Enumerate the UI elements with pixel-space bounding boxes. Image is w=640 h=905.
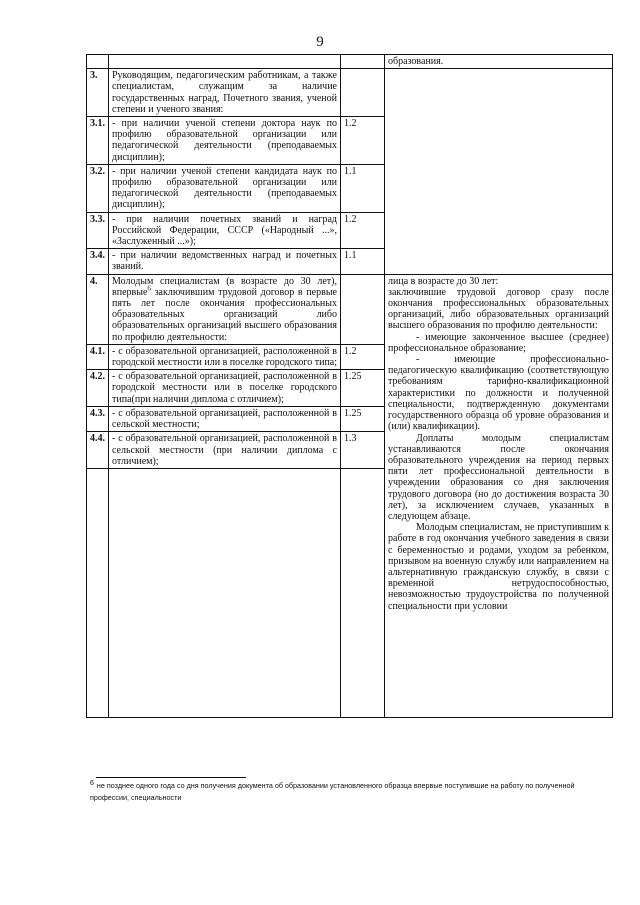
row-text: - при наличии ведомственных наград и почетных званий. [109,249,341,274]
row-number: 3.2. [87,164,109,212]
row-text: - с образовательной организацией, расположенной в городской местности или в поселке городского типа; [109,344,341,369]
footnote-ref: 6 [147,284,151,293]
row-text: Руководящим, педагогическим работникам, а также специалистам, служащим за наличие государственных наград, Почетного звания, ученой степени и ученого звания: [109,69,341,117]
row-coefficient: 1.1 [341,164,385,212]
row-coefficient: 1.25 [341,370,385,407]
row-number: 3.1. [87,117,109,165]
footnote-text: не позднее одного года со дня получения документа об образовании установленного образца впервые поступившие на работу по полученной профессии, специальности [90,781,575,802]
table-row [87,274,613,344]
row-coefficient: 1.1 [341,249,385,274]
table-row [87,69,613,117]
row-text: - при наличии ученой степени кандидата наук по профилю образовательной организации или педагогической деятельности (преподаваемых дисциплин); [109,164,341,212]
row-coefficient: 1.25 [341,406,385,431]
row-number: 4. [87,274,109,344]
footnote [90,780,610,803]
row-text: - с образовательной организацией, расположенной в сельской местности (при наличии диплома с отличием); [109,432,341,469]
row-number: 3.4. [87,249,109,274]
row-coefficient [341,69,385,117]
row-number: 4.1. [87,344,109,369]
condition-cell-top: образования. [385,55,613,69]
row-text: - при наличии ученой степени доктора наук по профилю образовательной организации или педагогической деятельности (преподаваемых дисциплин); [109,117,341,165]
row-text: - с образовательной организацией, расположенной в сельской местности; [109,406,341,431]
young-specialist-conditions: лица в возрасте до 30 лет: заключившие трудовой договор сразу после окончания профессиональных образовательных организаций, либо образовательных организаций высшего образования по профилю деятельности: - имеющие законченное высшее (среднее) профессиональное образование; - имеющие профессионально-педагогическую квалификацию (соответствующую требованиям тарифно-квалификационной характеристики по должности и полученной специальности, подтвержденную документами государственного образца об уровне образования и (или) квалификации). Доплаты молодым специалистам устанавливаются после окончания образовательного учреждения на период первых пяти лет профессиональной деятельности в учреждении образования со дня заключения трудового договора (но до достижения возраста 30 лет), за исключением случаев, указанных в следующем абзаце. Молодым специалистам, не приступившим к работе в год окончания учебного заведения в связи с беременностью и родами, уходом за ребенком, призывом на военную службу или направлением на альтернативную гражданскую службу, в связи с временной нетрудоспособностью, невозможностью трудоустройства по полученной специальности при условии [385,274,613,717]
footnote-separator [96,777,246,778]
row-coefficient: 1.3 [341,432,385,469]
row-coefficient: 1.2 [341,212,385,249]
row-text: Молодым специалистам (в возрасте до 30 лет), впервые$^6$ заключившим трудовой договор в первые пять лет после окончания профессиональных образовательных организаций либо образовательных организаций высшего образования по профилю деятельности: [109,274,341,344]
row-number: 4.3. [87,406,109,431]
footnote-mark: 6 [90,780,94,787]
row-number: 4.2. [87,370,109,407]
allowance-table [86,54,613,718]
row-number: 3.3. [87,212,109,249]
page-number: 9 [316,34,324,50]
row-number: 3. [87,69,109,117]
table-row [87,55,613,69]
condition-cell-empty [385,69,613,274]
row-coefficient [341,274,385,344]
row-coefficient: 1.2 [341,344,385,369]
row-number: 4.4. [87,432,109,469]
row-coefficient: 1.2 [341,117,385,165]
row-text: - при наличии почетных званий и наград Российской Федерации, СССР («Народный ...», «Заслуженный ...»); [109,212,341,249]
row-text: - с образовательной организацией, расположенной в городской местности или в поселке городского типа(при наличии диплома с отличием); [109,370,341,407]
